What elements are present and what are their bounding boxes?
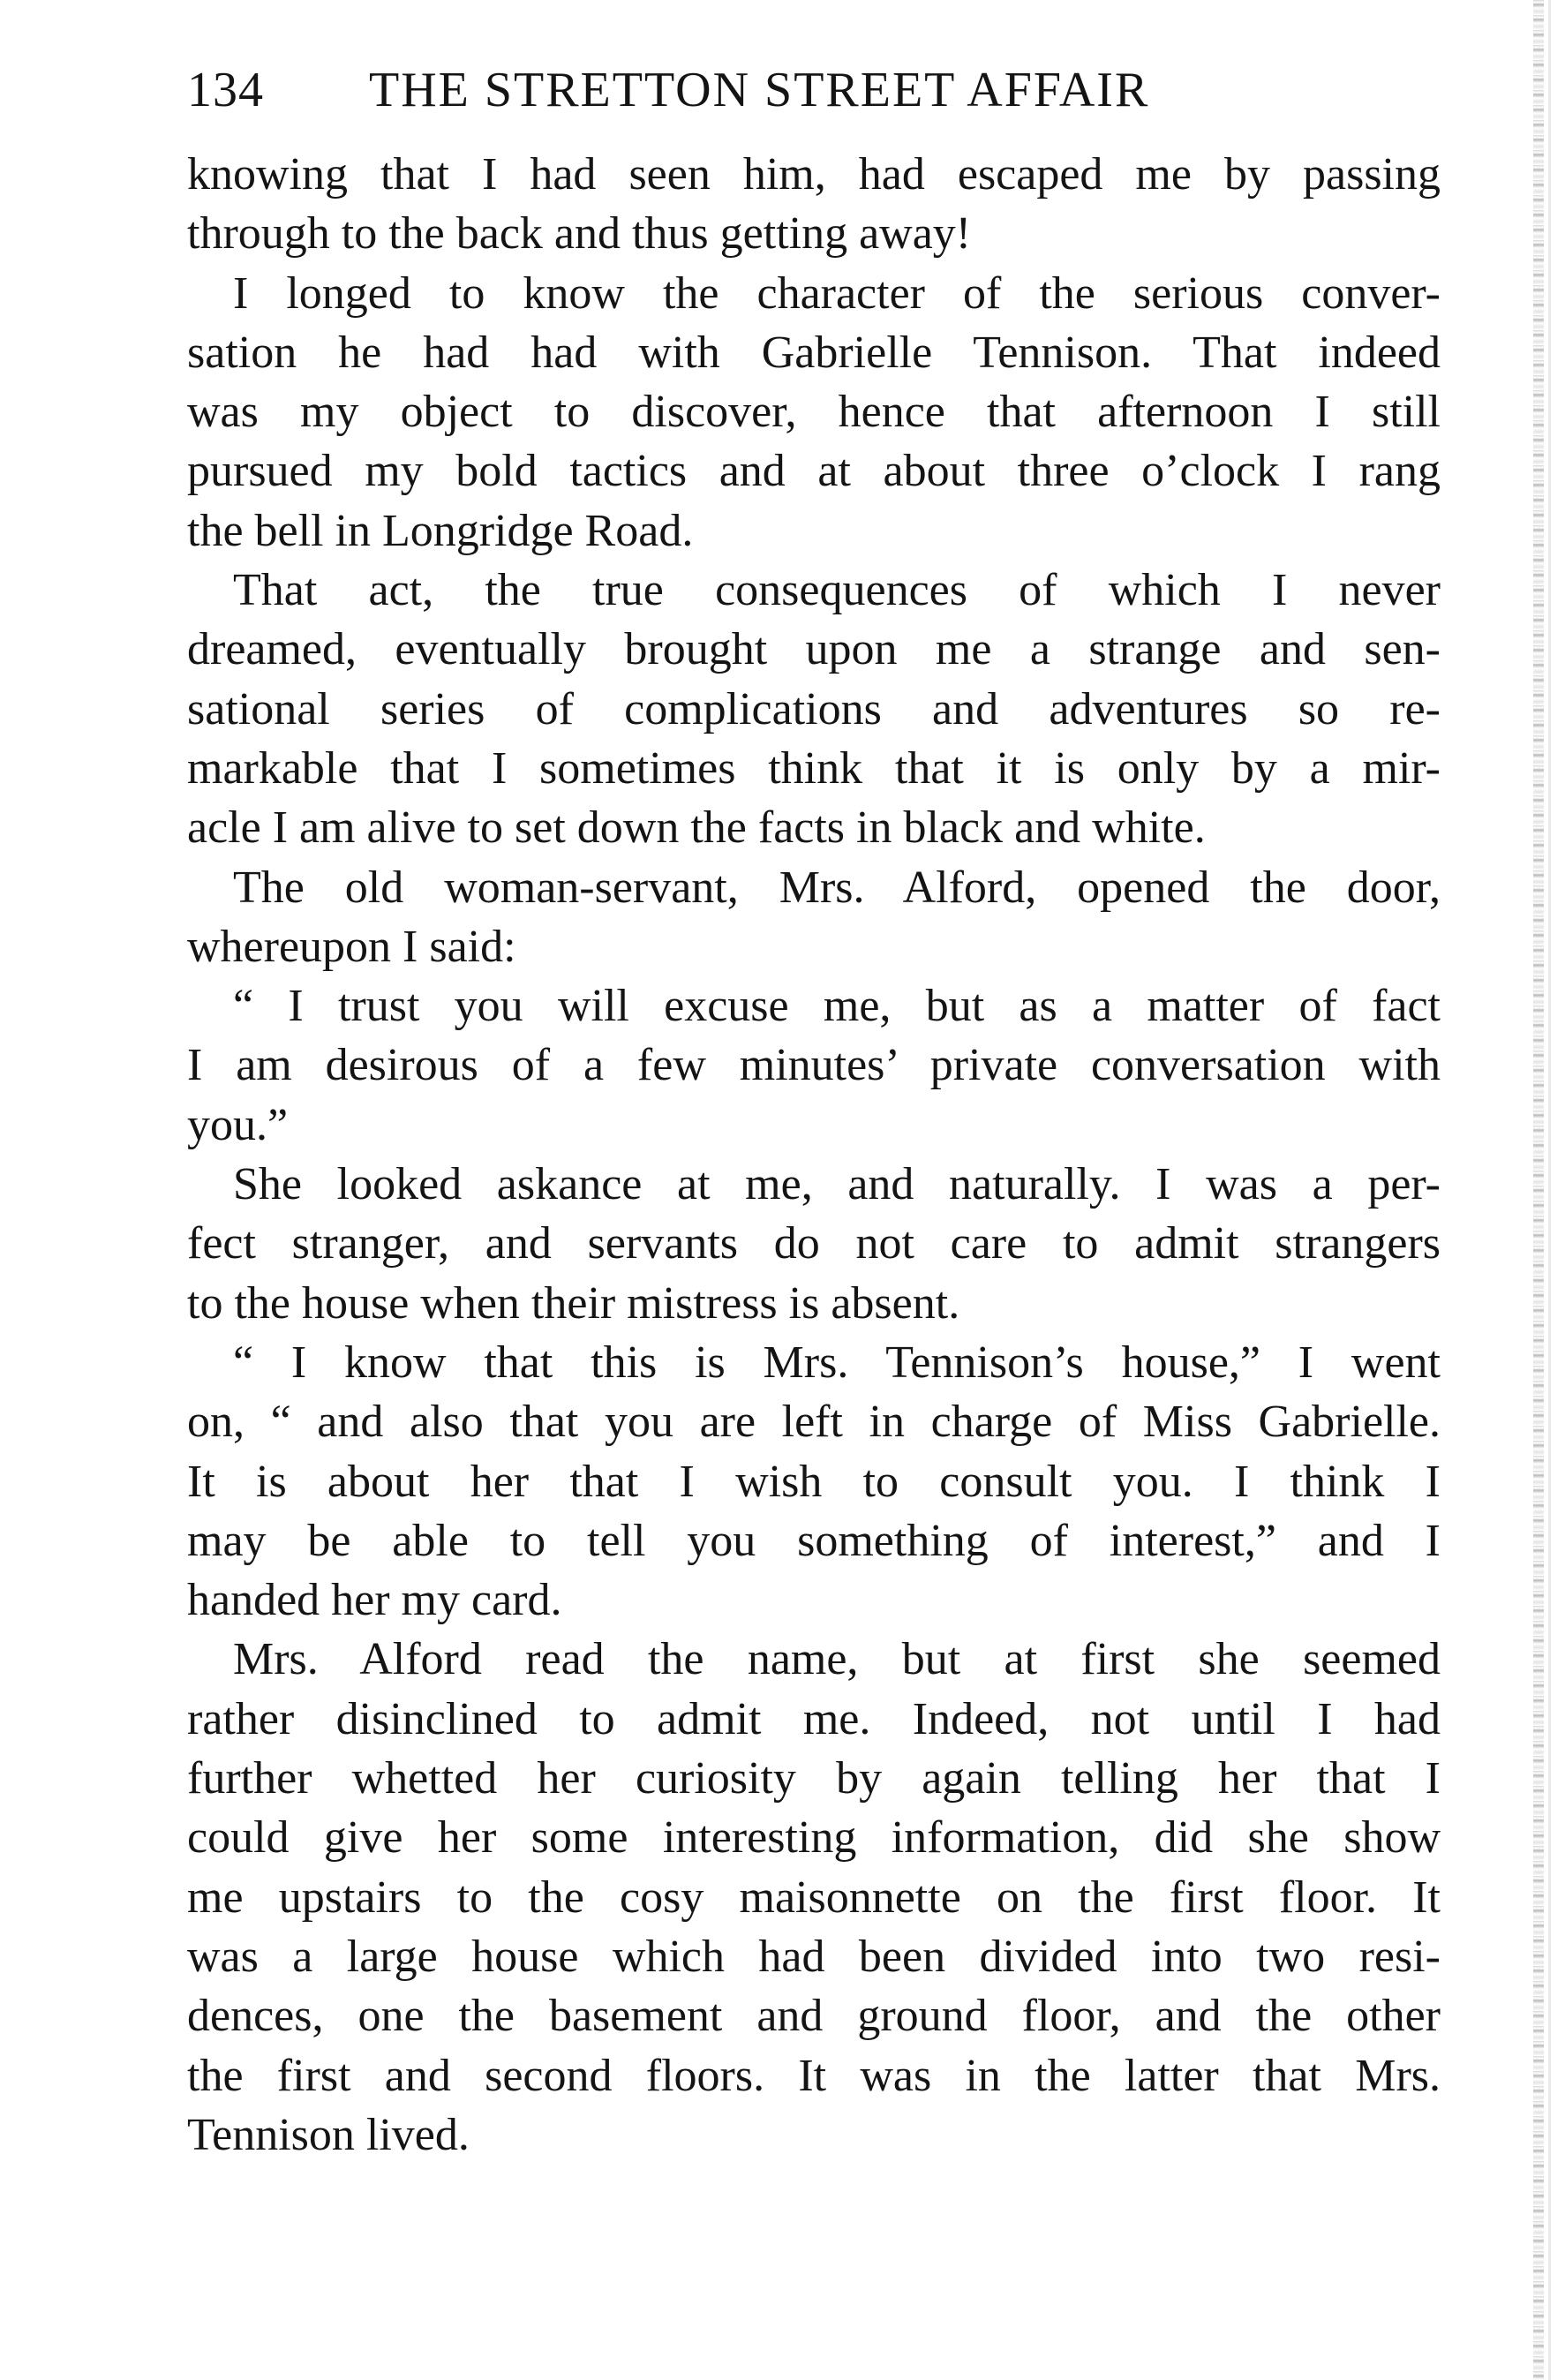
- text-line: could give her some interesting information, did she show: [187, 1812, 1441, 1864]
- paragraph-7: [187, 1333, 1441, 1630]
- text-line: markable that I sometimes think that it is only by a mir-: [187, 742, 1441, 794]
- text-line: acle I am alive to set down the facts in black and white.: [187, 802, 1206, 854]
- text-line: the bell in Longridge Road.: [187, 505, 694, 556]
- text-line: the first and second floors. It was in the latter that Mrs.: [187, 2050, 1441, 2101]
- text-line: me upstairs to the cosy maisonnette on the first floor. It: [187, 1872, 1441, 1923]
- text-line: dreamed, eventually brought upon me a strange and sen-: [187, 624, 1441, 675]
- text-line: you.”: [187, 1099, 289, 1150]
- text-line: I am desirous of a few minutes’ private conversation with: [187, 1040, 1441, 1091]
- paragraph-2: [187, 264, 1441, 561]
- text-line: whereupon I said:: [187, 921, 516, 972]
- text-line: I longed to know the character of the serious conver-: [233, 267, 1441, 319]
- paragraph-3: [187, 561, 1441, 857]
- text-line: sational series of complications and adventures so re-: [187, 683, 1441, 734]
- text-line: She looked askance at me, and naturally. I was a per-: [233, 1159, 1441, 1210]
- text-line: Tennison lived.: [187, 2109, 470, 2160]
- body-text: [187, 145, 1441, 2165]
- text-line: fect stranger, and servants do not care to admit strangers: [187, 1218, 1441, 1269]
- text-line: The old woman-servant, Mrs. Alford, opened the door,: [233, 862, 1441, 913]
- text-line: dences, one the basement and ground floor, and the other: [187, 1991, 1441, 2042]
- text-line: through to the back and thus getting away!: [187, 208, 972, 260]
- text-line: “ I know that this is Mrs. Tennison’s house,” I went: [233, 1337, 1441, 1388]
- paragraph-1: [187, 145, 1441, 264]
- page-number: 134: [187, 63, 264, 117]
- paragraph-4: [187, 858, 1441, 977]
- page-edge-shadow: [1548, 0, 1551, 2380]
- running-header: [187, 55, 1441, 125]
- text-line: to the house when their mistress is absent.: [187, 1277, 960, 1329]
- paragraph-6: [187, 1155, 1441, 1333]
- text-line: It is about her that I wish to consult you. I think I: [187, 1456, 1441, 1507]
- page-binding-edge: [1533, 0, 1544, 2380]
- text-line: further whetted her curiosity by again telling her that I: [187, 1753, 1441, 1804]
- text-line: knowing that I had seen him, had escaped me by passing: [187, 149, 1441, 200]
- text-line: may be able to tell you something of interest,” and I: [187, 1515, 1441, 1566]
- text-line: on, “ and also that you are left in charge of Miss Gabrielle.: [187, 1397, 1441, 1448]
- text-line: handed her my card.: [187, 1575, 562, 1626]
- text-line: was my object to discover, hence that afternoon I still: [187, 387, 1441, 438]
- text-line: “ I trust you will excuse me, but as a matter of fact: [233, 981, 1441, 1032]
- text-line: was a large house which had been divided into two resi-: [187, 1931, 1441, 1982]
- text-line: That act, the true consequences of which I never: [233, 565, 1441, 616]
- paragraph-8: [187, 1630, 1441, 2165]
- running-title: THE STRETTON STREET AFFAIR: [369, 63, 1150, 117]
- text-line: sation he had had with Gabrielle Tennison. That indeed: [187, 327, 1441, 378]
- text-line: pursued my bold tactics and at about three o’clock I rang: [187, 446, 1441, 497]
- text-line: Mrs. Alford read the name, but at first she seemed: [233, 1634, 1441, 1685]
- paragraph-5: [187, 976, 1441, 1155]
- text-line: rather disinclined to admit me. Indeed, not until I had: [187, 1693, 1441, 1744]
